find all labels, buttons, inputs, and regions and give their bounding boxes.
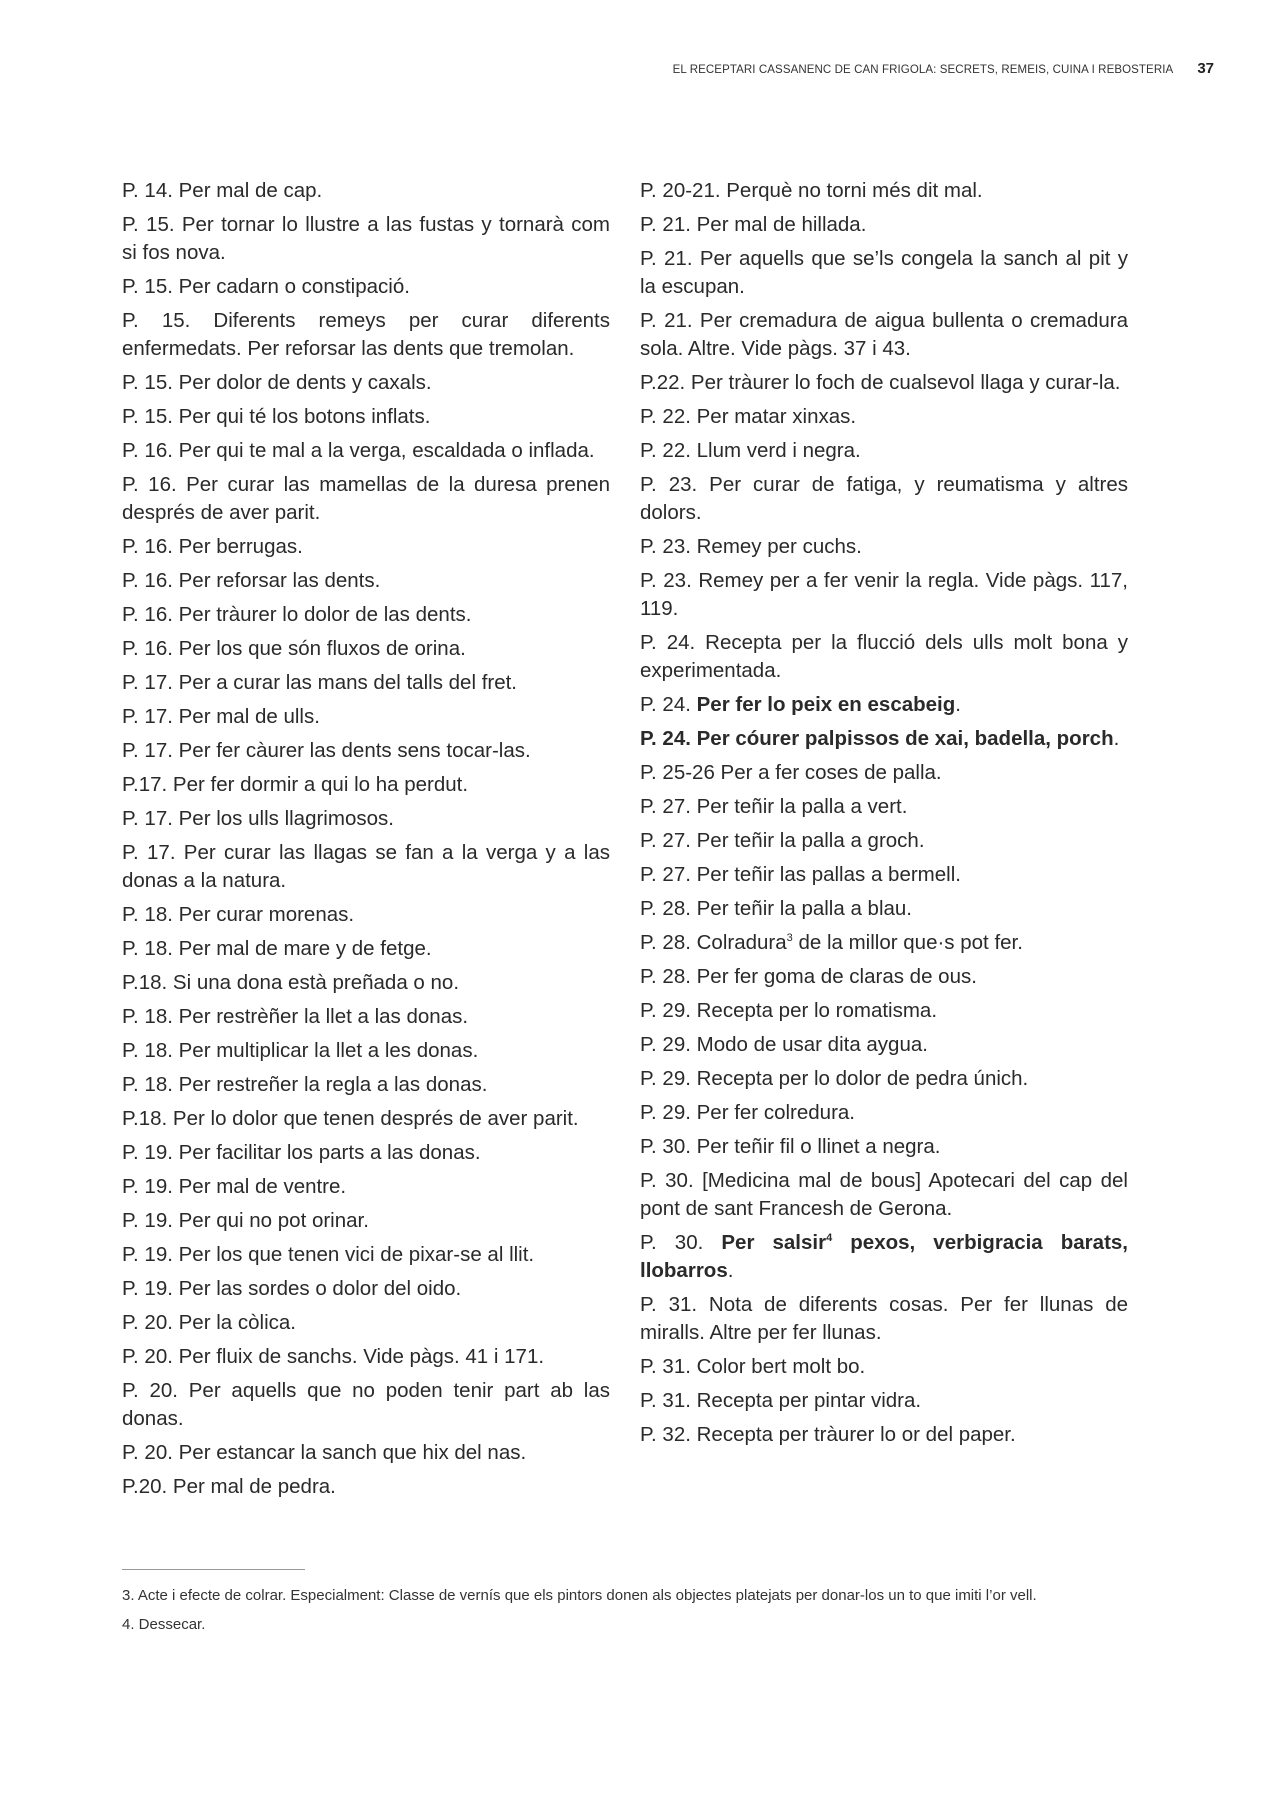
entry-bold-title-b: pexos, verbigracia barats, llobarros [640,1231,1128,1282]
footnote: 4. Dessecar. [122,1616,206,1633]
index-entry: P. 30. [Medicina mal de bous] Apotecari del cap del pont de sant Francesh de Gerona. [640,1169,1128,1220]
left-column [122,177,610,1507]
index-entry: P. 16. Per berrugas. [122,535,303,558]
index-entry: P. 19. Per facilitar los parts a las donas. [122,1141,481,1164]
index-entry: P. 15. Per dolor de dents y caxals. [122,371,432,394]
index-entry: P. 18. Per mal de mare y de fetge. [122,937,432,960]
entry-suffix: de la millor que·s pot fer. [792,931,1023,954]
index-entry: P. 14. Per mal de cap. [122,179,323,202]
index-entry: P. 24. Recepta per la flucció dels ulls molt bona y experimentada. [640,631,1128,682]
index-entry: P.17. Per fer dormir a qui lo ha perdut. [122,773,469,796]
index-entry: P. 18. Per multiplicar la llet a les donas. [122,1039,479,1062]
index-entry: P. 23. Remey per a fer venir la regla. Vide pàgs. 117, 119. [640,569,1128,620]
entry-prefix: P. 24. [640,693,697,716]
index-columns [122,177,1128,1507]
index-entry: P. 31. Nota de diferents cosas. Per fer llunas de miralls. Altre per fer llunas. [640,1293,1128,1344]
index-entry: P. 22. Llum verd i negra. [640,439,861,462]
footnote-separator [122,1569,305,1570]
index-entry: P. 31. Recepta per pintar vidra. [640,1389,922,1412]
index-entry: P. 19. Per qui no pot orinar. [122,1209,369,1232]
index-entry: P. 19. Per las sordes o dolor del oido. [122,1277,462,1300]
index-entry: P. 27. Per teñir la palla a groch. [640,829,925,852]
index-entry-colradura [640,929,1128,957]
index-entry: P. 29. Recepta per lo dolor de pedra únich. [640,1067,1029,1090]
index-entry: P. 20. Per estancar la sanch que hix del nas. [122,1441,527,1464]
index-entry-palpissos [640,725,1128,753]
index-entry: P. 15. Per cadarn o constipació. [122,275,410,298]
index-entry: P. 17. Per curar las llagas se fan a la verga y a las donas a la natura. [122,841,610,892]
running-header [673,60,1214,77]
index-entry: P. 29. Recepta per lo romatisma. [640,999,938,1022]
index-entry: P. 16. Per los que són fluxos de orina. [122,637,466,660]
index-entry: P. 16. Per qui te mal a la verga, escaldada o inflada. [122,439,595,462]
index-entry: P. 18. Per curar morenas. [122,903,355,926]
entry-suffix: . [955,693,961,716]
index-entry: P. 28. Per fer goma de claras de ous. [640,965,977,988]
right-column [640,177,1128,1507]
index-entry: P.22. Per tràurer lo foch de cualsevol llaga y curar-la. [640,371,1121,394]
index-entry: P. 31. Color bert molt bo. [640,1355,866,1378]
index-entry: P. 27. Per teñir la palla a vert. [640,795,908,818]
index-entry: P. 17. Per fer càurer las dents sens tocar-las. [122,739,531,762]
index-entry: P. 21. Per aquells que se’ls congela la sanch al pit y la escupan. [640,247,1128,298]
index-entry: P. 15. Per qui té los botons inflats. [122,405,431,428]
index-entry: P. 28. Per teñir la palla a blau. [640,897,912,920]
index-entry: P. 16. Per tràurer lo dolor de las dents. [122,603,472,626]
index-entry-salsir [640,1229,1128,1285]
entry-prefix: P. 30. [640,1231,722,1254]
index-entry: P. 23. Per curar de fatiga, y reumatisma y altres dolors. [640,473,1128,524]
index-entry: P. 20. Per fluix de sanchs. Vide pàgs. 41 i 171. [122,1345,545,1368]
page-number: 37 [1197,60,1214,77]
index-entry: P. 29. Modo de usar dita aygua. [640,1033,928,1056]
entry-suffix: . [1113,727,1120,750]
index-entry: P. 20. Per la còlica. [122,1311,296,1334]
entry-prefix: P. 28. Colradura [640,931,787,954]
index-entry: P. 18. Per restreñer la regla a las donas. [122,1073,488,1096]
index-entry-escabeig [640,691,1128,719]
index-entry: P. 20. Per aquells que no poden tenir part ab las donas. [122,1379,610,1430]
index-entry: P. 25-26 Per a fer coses de palla. [640,761,942,784]
footnotes [122,1585,1128,1643]
index-entry: P. 29. Per fer colredura. [640,1101,855,1124]
index-entry: P. 21. Per cremadura de aigua bullenta o cremadura sola. Altre. Vide pàgs. 37 i 43. [640,309,1128,360]
index-entry: P. 32. Recepta per tràurer lo or del paper. [640,1423,1016,1446]
index-entry: P. 17. Per mal de ulls. [122,705,320,728]
index-entry: P. 19. Per mal de ventre. [122,1175,347,1198]
index-entry: P. 19. Per los que tenen vici de pixar-se al llit. [122,1243,535,1266]
index-entry: P. 17. Per a curar las mans del talls del fret. [122,671,518,694]
index-entry: P. 20-21. Perquè no torni més dit mal. [640,179,983,202]
entry-bold-title-a: Per salsir [721,1231,827,1254]
footnote-ref-3: 3 [786,932,793,945]
index-entry: P. 15. Diferents remeys per curar diferents enfermedats. Per reforsar las dents que tremolan. [122,309,610,360]
entry-bold-title: P. 24. Per cóurer palpissos de xai, badella, porch [640,727,1114,750]
index-entry: P. 16. Per curar las mamellas de la duresa prenen després de aver parit. [122,473,610,524]
index-entry: P. 17. Per los ulls llagrimosos. [122,807,394,830]
entry-bold-title: Per fer lo peix en escabeig [696,693,956,716]
index-entry: P.18. Si una dona està preñada o no. [122,971,460,994]
index-entry: P. 15. Per tornar lo llustre a las fustas y tornarà com si fos nova. [122,213,610,264]
footnote: 3. Acte i efecte de colrar. Especialment: Classe de vernís que els pintors donen als objectes platejats per donar-los un to que imiti l’or vell. [122,1587,1037,1604]
index-entry: P. 16. Per reforsar las dents. [122,569,381,592]
index-entry: P. 18. Per restrèñer la llet a las donas. [122,1005,469,1028]
running-title: EL RECEPTARI CASSANENC DE CAN FRIGOLA: SECRETS, REMEIS, CUINA I REBOSTERIA [672,64,1174,76]
index-entry: P. 22. Per matar xinxas. [640,405,857,428]
footnote-ref-4: 4 [826,1232,833,1245]
index-entry: P. 21. Per mal de hillada. [640,213,867,236]
index-entry: P. 30. Per teñir fil o llinet a negra. [640,1135,941,1158]
entry-suffix: . [727,1259,734,1282]
index-entry: P.18. Per lo dolor que tenen després de aver parit. [122,1107,579,1130]
index-entry: P. 27. Per teñir las pallas a bermell. [640,863,961,886]
index-entry: P. 23. Remey per cuchs. [640,535,862,558]
index-entry: P.20. Per mal de pedra. [122,1475,336,1498]
